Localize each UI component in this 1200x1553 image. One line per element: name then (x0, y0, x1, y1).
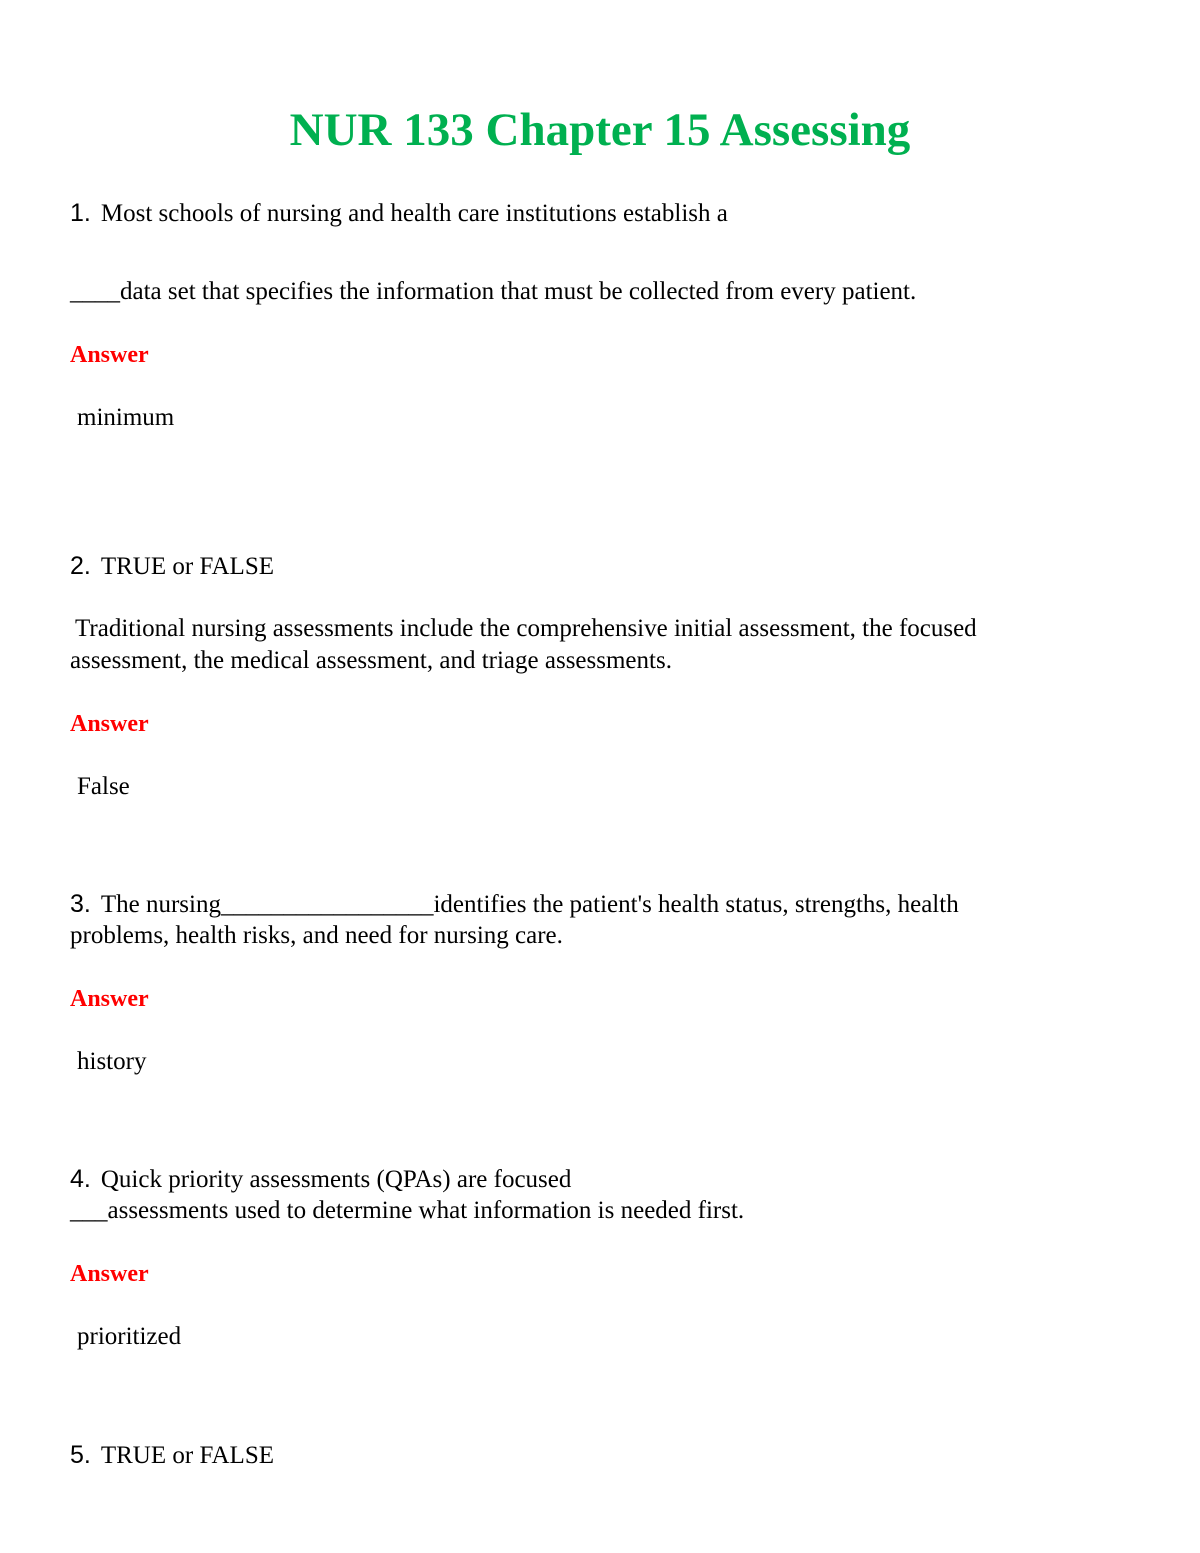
answer-value-4: prioritized (77, 1323, 182, 1350)
question-text: Quick priority assessments (QPAs) are focused (100, 1166, 572, 1193)
question-text: TRUE or FALSE (100, 1442, 275, 1469)
question-3-line-2: problems, health risks, and need for nursing care. (70, 922, 563, 949)
question-1-line-1 (70, 197, 1150, 230)
question-2-line-1 (70, 550, 1150, 583)
question-1-line-2: ____data set that specifies the information that must be collected from every patient. (70, 278, 917, 305)
question-text: TRUE or FALSE (100, 553, 275, 580)
question-number: 4. (70, 1165, 91, 1193)
question-number: 2. (70, 552, 91, 580)
answer-label: Answer (70, 1261, 149, 1287)
question-number: 5. (70, 1441, 91, 1469)
question-5-line-1 (70, 1439, 1150, 1472)
question-text: Most schools of nursing and health care institutions establish a (100, 200, 728, 227)
answer-value-3: history (77, 1048, 147, 1075)
question-3-line-1 (70, 888, 1150, 921)
question-4-line-2: ___assessments used to determine what information is needed first. (70, 1197, 745, 1224)
answer-value-1: minimum (77, 404, 175, 431)
question-2-line-3: assessment, the medical assessment, and triage assessments. (70, 647, 672, 674)
page-title: NUR 133 Chapter 15 Assessing (289, 104, 911, 156)
answer-label: Answer (70, 986, 149, 1012)
question-text: The nursing_________________identifies the patient's health status, strengths, health (100, 891, 959, 918)
question-number: 3. (70, 890, 91, 918)
question-4-line-1 (70, 1163, 1150, 1196)
question-2-line-2: Traditional nursing assessments include the comprehensive initial assessment, the focused (75, 615, 977, 642)
answer-label: Answer (70, 342, 149, 368)
answer-value-2: False (77, 773, 130, 800)
question-number: 1. (70, 199, 91, 227)
answer-label: Answer (70, 711, 149, 737)
